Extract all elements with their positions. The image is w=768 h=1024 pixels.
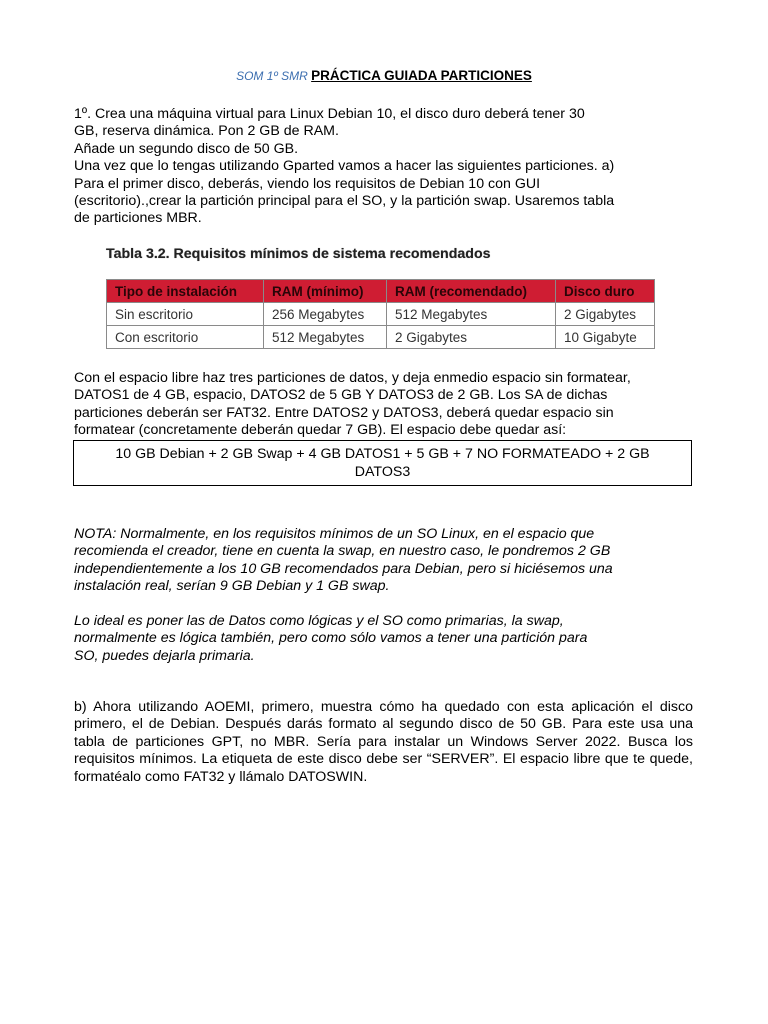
intro-line: (escritorio).,crear la partición principal para el SO, y la partición swap. Usaremos tabla [74, 193, 615, 210]
layout-line: DATOS3 [354, 464, 411, 480]
course-prefix: SOM 1º SMR [236, 69, 312, 83]
table-header-cell: Tipo de instalación [107, 280, 264, 303]
layout-line: 10 GB Debian + 2 GB Swap + 4 GB DATOS1 + 5 GB + 7 NO FORMATEADO + 2 GB [115, 446, 650, 462]
datos-line: particiones deberán ser FAT32. Entre DATOS2 y DATOS3, deberá quedar espacio sin [74, 404, 614, 421]
intro-line: Una vez que lo tengas utilizando Gparted vamos a hacer las siguientes particiones. a) [74, 158, 615, 175]
table-cell: 2 Gigabytes [556, 303, 655, 326]
table-header-cell: Disco duro [556, 280, 655, 303]
table-row [107, 303, 655, 326]
ideal-line: Lo ideal es poner las de Datos como lógicas y el SO como primarias, la swap, [74, 613, 564, 629]
table-row [107, 326, 655, 349]
datos-line: Con el espacio libre haz tres particiones de datos, y deja enmedio espacio sin formatear, [74, 370, 631, 386]
ideal-paragraph [74, 613, 704, 665]
table-header-cell: RAM (mínimo) [264, 280, 387, 303]
intro-line: GB, reserva dinámica. Pon 2 GB de RAM. [74, 123, 339, 140]
part-b-paragraph: b) Ahora utilizando AOEMI, primero, muestra cómo ha quedado con esta aplicación el disco primero, el de Debian. Después darás formato al segundo disco de 50 GB. Para este usa una tabla de particiones GPT, no MBR. Sería para instalar un Windows Server 2022. Busca los requisitos mínimos. La etiqueta de este disco debe ser “SERVER”. El espacio libre que te quede, formatéalo como FAT32 y llámalo DATOSWIN. [74, 699, 693, 785]
intro-line: Añade un segundo disco de 50 GB. [74, 140, 299, 157]
ideal-line: normalmente es lógica también, pero como sólo vamos a tener una partición para [74, 630, 588, 647]
nota-line: instalación real, serían 9 GB Debian y 1 GB swap. [74, 578, 390, 595]
table-caption: Tabla 3.2. Requisitos mínimos de sistema recomendados [106, 246, 491, 262]
table-header-cell: RAM (recomendado) [387, 280, 556, 303]
table-cell: 10 Gigabyte [556, 326, 655, 349]
table-cell: 2 Gigabytes [387, 326, 556, 349]
ideal-line: SO, puedes dejarla primaria. [74, 647, 255, 664]
intro-paragraph [74, 106, 704, 228]
table-header-row [107, 280, 655, 303]
document-title [0, 68, 768, 83]
table-cell: 512 Megabytes [387, 303, 556, 326]
table-cell: Sin escritorio [107, 303, 264, 326]
requirements-table [106, 279, 655, 349]
datos-line: formatear (concretamente deberán quedar 7 GB). El espacio debe quedar así: [74, 422, 567, 439]
nota-line: independientemente a los 10 GB recomendados para Debian, pero si hiciésemos una [74, 560, 613, 577]
nota-line: NOTA: Normalmente, en los requisitos mínimos de un SO Linux, en el espacio que [74, 526, 595, 542]
partition-layout-box [73, 440, 692, 486]
intro-line: 1º. Crea una máquina virtual para Linux Debian 10, el disco duro deberá tener 30 [74, 106, 585, 122]
table-cell: Con escritorio [107, 326, 264, 349]
nota-line: recomienda el creador, tiene en cuenta la swap, en nuestro caso, le pondremos 2 GB [74, 543, 611, 560]
intro-line: Para el primer disco, deberás, viendo los requisitos de Debian 10 con GUI [74, 175, 541, 192]
table-cell: 512 Megabytes [264, 326, 387, 349]
intro-line: de particiones MBR. [74, 210, 202, 227]
datos-line: DATOS1 de 4 GB, espacio, DATOS2 de 5 GB Y DATOS3 de 2 GB. Los SA de dichas [74, 387, 608, 404]
nota-paragraph [74, 526, 704, 596]
practice-title: PRÁCTICA GUIADA PARTICIONES [311, 68, 532, 83]
datos-paragraph [74, 370, 704, 440]
table-cell: 256 Megabytes [264, 303, 387, 326]
